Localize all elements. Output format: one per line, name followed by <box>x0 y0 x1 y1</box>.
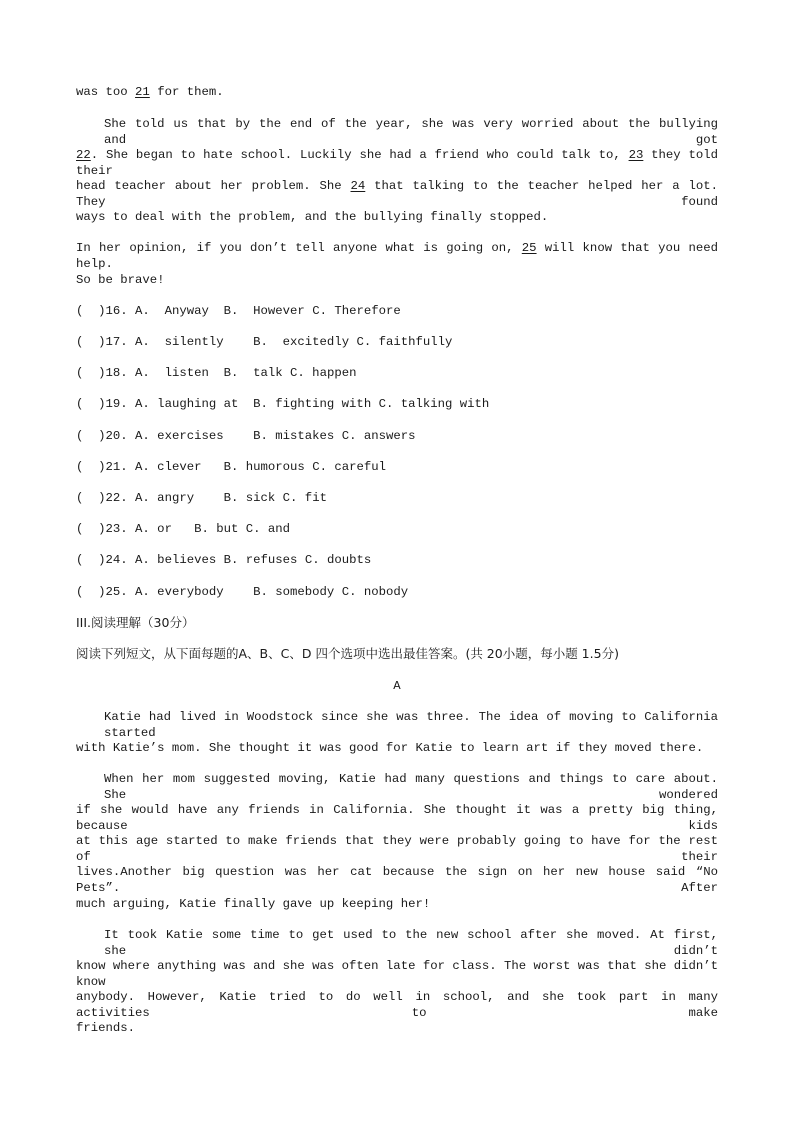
blank-21: 21 <box>135 85 150 99</box>
option-b: B. somebody <box>253 585 335 599</box>
question-18[interactable] <box>76 365 718 381</box>
option-c: C. talking with <box>378 397 490 411</box>
blank-23: 23 <box>628 148 644 162</box>
option-c: C. doubts <box>304 553 372 567</box>
option-a: A. silently <box>135 335 224 349</box>
text: . She began to hate school. Luckily she had a friend who could talk to, <box>90 148 629 162</box>
question-number: ( )25. <box>76 585 128 599</box>
question-number: ( )17. <box>76 335 128 349</box>
cloze-line-7: So be brave! <box>76 273 165 287</box>
question-22[interactable] <box>76 490 718 506</box>
option-c: C. nobody <box>341 585 409 599</box>
cloze-line-5: ways to deal with the problem, and the bullying finally stopped. <box>76 210 549 224</box>
text: they told their <box>76 148 719 178</box>
option-a: A. believes <box>135 553 217 567</box>
option-c: C. fit <box>282 491 327 505</box>
option-a: A. everybody <box>135 585 224 599</box>
section-heading: III.阅读理解（30分） <box>76 615 195 630</box>
question-number: ( )23. <box>76 522 128 536</box>
passage-label: A <box>393 679 401 693</box>
option-c: C. careful <box>312 460 386 474</box>
passage-line-11: friends. <box>76 1021 136 1035</box>
text: for them. <box>149 85 224 99</box>
question-25[interactable] <box>76 584 718 600</box>
text: that talking to the teacher helped her a lot. They found <box>76 179 719 209</box>
question-number: ( )18. <box>76 366 128 380</box>
option-b: B. talk <box>223 366 283 380</box>
option-a: A. or <box>135 522 172 536</box>
text: will know that you need help. <box>76 241 718 271</box>
option-b: B. humorous <box>223 460 305 474</box>
question-number: ( )16. <box>76 304 128 318</box>
question-21[interactable] <box>76 459 718 475</box>
option-c: C. faithfully <box>356 335 453 349</box>
option-b: B. mistakes <box>253 429 335 443</box>
question-number: ( )22. <box>76 491 128 505</box>
cloze-line-6 <box>76 240 718 272</box>
passage-line-7: much arguing, Katie finally gave up keeping her! <box>76 897 431 911</box>
option-c: C. answers <box>341 429 416 443</box>
option-a: A. laughing at <box>135 397 239 411</box>
option-a: A. Anyway <box>135 304 209 318</box>
question-17[interactable] <box>76 334 718 350</box>
passage-line-1: Katie had lived in Woodstock since she was three. The idea of moving to California started <box>104 710 718 740</box>
question-23[interactable] <box>76 521 718 537</box>
option-b: B. fighting with <box>253 397 372 411</box>
passage-line-2: with Katie’s mom. She thought it was good for Katie to learn art if they moved there. <box>76 741 704 755</box>
blank-22: 22 <box>76 148 91 162</box>
option-b: B. refuses <box>223 553 298 567</box>
blank-25: 25 <box>521 241 537 255</box>
option-c: C. happen <box>290 366 357 380</box>
option-a: A. angry <box>135 491 195 505</box>
text: was too <box>76 85 136 99</box>
option-b: B. excitedly <box>253 335 350 349</box>
section-instruction: 阅读下列短文，从下面每题的A、B、C、D 四个选项中选出最佳答案。(共 20小题，每小题 1.5分) <box>76 646 619 661</box>
question-20[interactable] <box>76 428 718 444</box>
passage-line-5: at this age started to make friends that they were probably going to have for the rest of their <box>76 834 718 864</box>
option-a: A. clever <box>135 460 202 474</box>
passage-line-6: lives.Another big question was her cat because the sign on her new house said “No Pets”. After <box>76 865 718 895</box>
passage-line-4: if she would have any friends in California. She thought it was a pretty big thing, because kids <box>76 803 718 833</box>
option-c: C. Therefore <box>312 304 401 318</box>
question-number: ( )21. <box>76 460 128 474</box>
option-a: A. listen <box>135 366 209 380</box>
question-19[interactable] <box>76 396 718 412</box>
option-b: B. However <box>223 304 305 318</box>
cloze-line-1 <box>76 84 718 100</box>
question-24[interactable] <box>76 552 718 568</box>
question-number: ( )19. <box>76 397 128 411</box>
option-c: C. and <box>245 522 291 536</box>
option-a: A. exercises <box>135 429 224 443</box>
text: head teacher about her problem. She <box>76 179 351 193</box>
passage-line-10: anybody. However, Katie tried to do well in school, and she took part in many activities to make <box>76 990 718 1020</box>
question-number: ( )20. <box>76 429 128 443</box>
option-b: B. but <box>194 522 239 536</box>
passage-line-9: know where anything was and she was often late for class. The worst was that she didn’t know <box>76 959 719 989</box>
option-b: B. sick <box>223 491 276 505</box>
blank-24: 24 <box>350 179 366 193</box>
passage-line-3: When her mom suggested moving, Katie had many questions and things to care about. She wondered <box>104 772 718 802</box>
text: In her opinion, if you don’t tell anyone what is going on, <box>76 241 522 255</box>
cloze-line-4 <box>76 178 718 210</box>
passage-line-8: It took Katie some time to get used to the new school after she moved. At first, she didn’t <box>104 928 718 958</box>
question-16[interactable] <box>76 303 718 319</box>
question-number: ( )24. <box>76 553 128 567</box>
cloze-line-2: She told us that by the end of the year, she was very worried about the bullying and got <box>104 117 718 147</box>
cloze-line-3 <box>76 147 718 179</box>
